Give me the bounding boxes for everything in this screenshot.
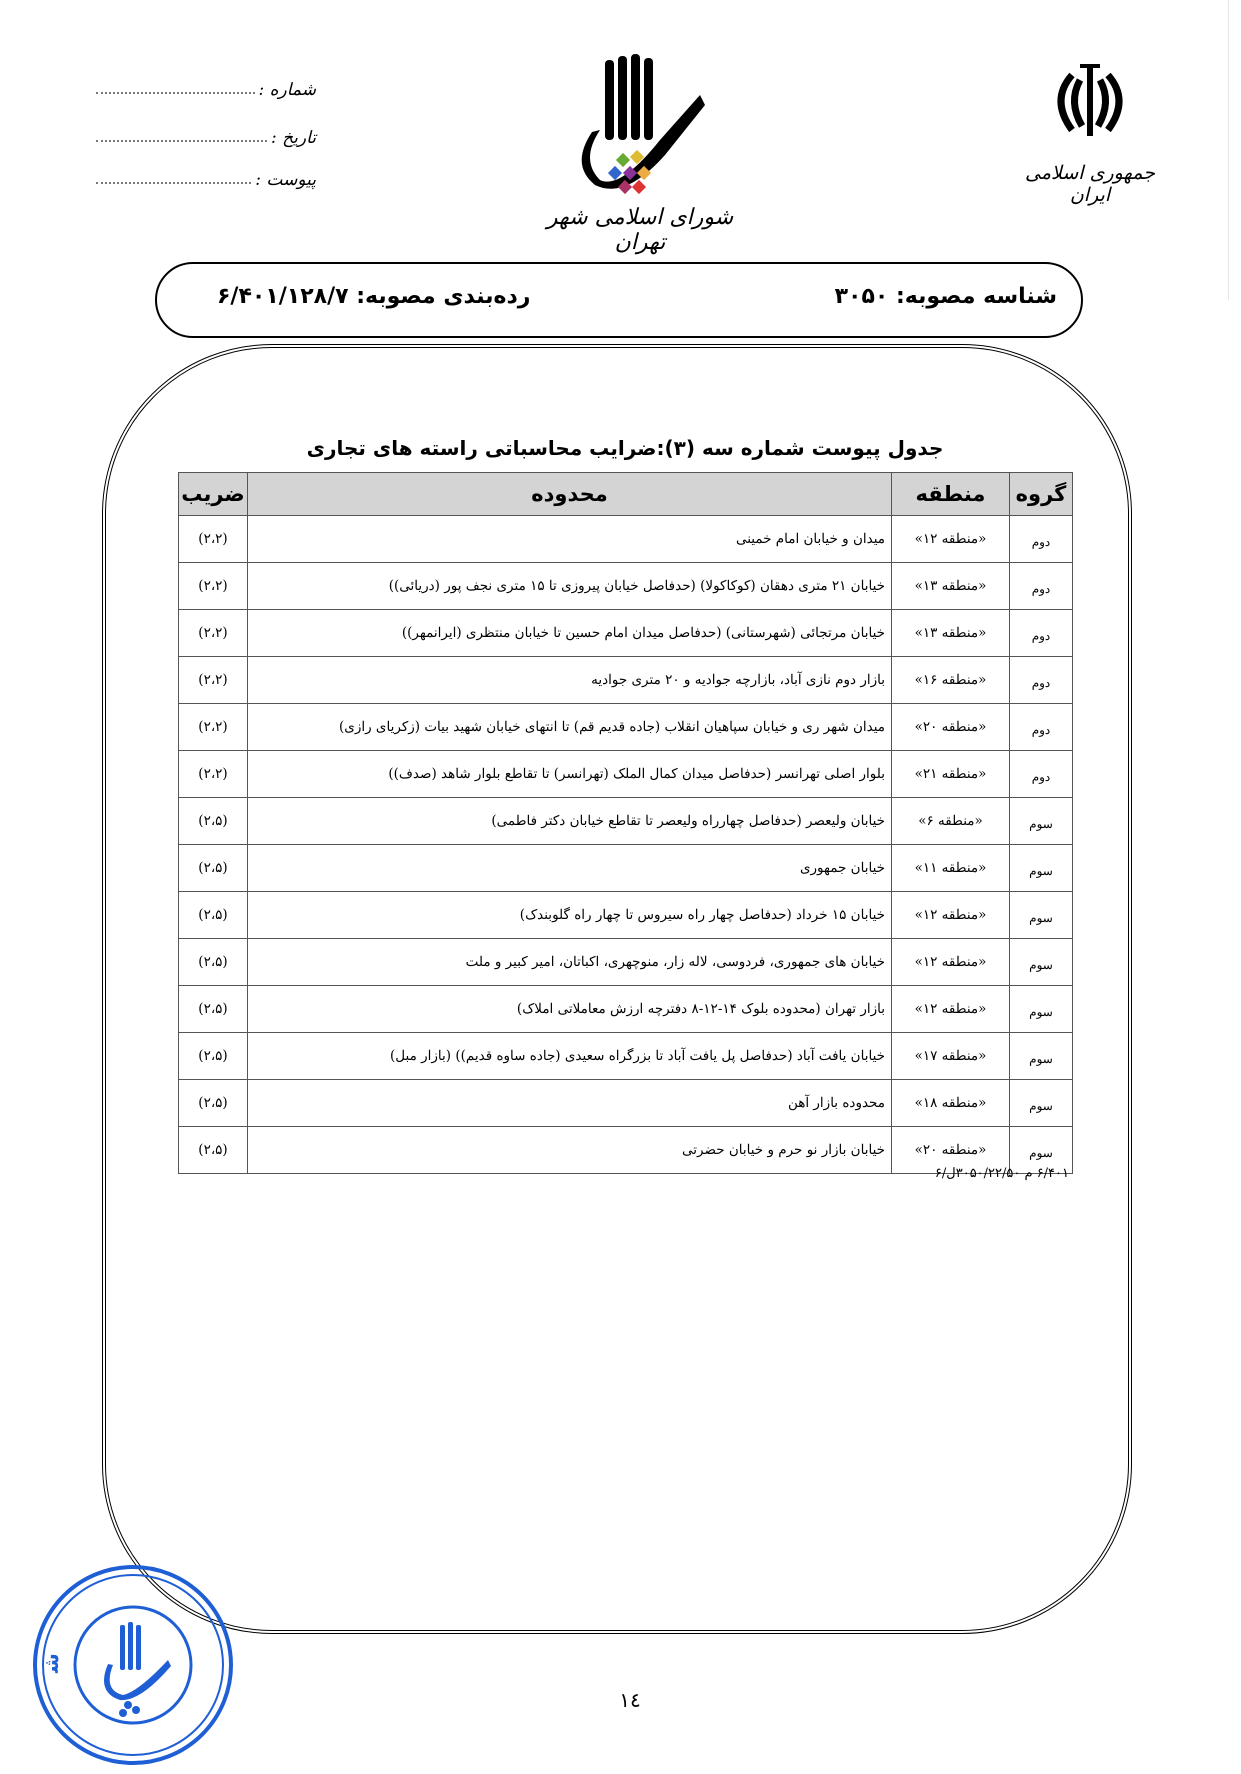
- table-row: [179, 939, 1073, 986]
- cell-group: سوم: [1010, 1127, 1073, 1174]
- cell-area: بلوار اصلی تهرانسر (حدفاصل میدان کمال الملک (تهرانسر) تا تقاطع بلوار شاهد (صدف)): [248, 751, 892, 798]
- cell-group: دوم: [1010, 704, 1073, 751]
- cell-area: محدوده بازار آهن: [248, 1080, 892, 1127]
- cell-region: «منطقه ۱۱»: [892, 845, 1010, 892]
- cell-area: خیابان ولیعصر (حدفاصل چهارراه ولیعصر تا تقاطع خیابان دکتر فاطمی): [248, 798, 892, 845]
- emblem-text: جمهوری اسلامی ایران: [1025, 162, 1155, 206]
- cell-region: «منطقه ۱۲»: [892, 516, 1010, 563]
- cell-coefficient: (۲،۵): [179, 845, 248, 892]
- cell-coefficient: (۲،۲): [179, 751, 248, 798]
- table-row: [179, 751, 1073, 798]
- cell-region: «منطقه ۲۰»: [892, 704, 1010, 751]
- cell-coefficient: (۲،۵): [179, 798, 248, 845]
- cell-region: «منطقه ۲۰»: [892, 1127, 1010, 1174]
- attachment-label: پیوست :: [255, 170, 316, 190]
- cell-region: «منطقه ۲۱»: [892, 751, 1010, 798]
- cell-group: دوم: [1010, 610, 1073, 657]
- dotted-line: [96, 92, 255, 94]
- date-field: [96, 118, 316, 148]
- table-row: [179, 1080, 1073, 1127]
- cell-area: بازار دوم نازی آباد، بازارچه جوادیه و ۲۰ متری جوادیه: [248, 657, 892, 704]
- date-label: تاریخ :: [271, 128, 316, 148]
- cell-region: «منطقه ۱۲»: [892, 892, 1010, 939]
- commercial-coefficients-table: [178, 472, 1073, 1174]
- cell-area: بازار تهران (محدوده بلوک ۱۴-۱۲-۸ دفترچه ارزش معاملاتی املاک): [248, 986, 892, 1033]
- dotted-line: [96, 182, 251, 184]
- cell-group: سوم: [1010, 892, 1073, 939]
- cell-group: دوم: [1010, 751, 1073, 798]
- cell-group: سوم: [1010, 986, 1073, 1033]
- reference-code: ۶/۴۰۱ م ۳۰۵۰/۲۲/۵۰ل/۶: [934, 1166, 1069, 1181]
- cell-group: سوم: [1010, 845, 1073, 892]
- cell-region: «منطقه ۱۷»: [892, 1033, 1010, 1080]
- cell-group: دوم: [1010, 657, 1073, 704]
- cell-area: خیابان یافت آباد (حدفاصل پل یافت آباد تا بزرگراه سعیدی (جاده ساوه قدیم)) (بازار مبل): [248, 1033, 892, 1080]
- header-group: گروه: [1010, 473, 1073, 516]
- cell-coefficient: (۲،۲): [179, 610, 248, 657]
- table-title: جدول پیوست شماره سه (۳):ضرایب محاسباتی راسته های تجاری: [306, 436, 944, 460]
- cell-area: خیابان ۱۵ خرداد (حدفاصل چهار راه سیروس تا چهار راه گلوبندک): [248, 892, 892, 939]
- cell-group: سوم: [1010, 939, 1073, 986]
- table-row: [179, 610, 1073, 657]
- table-header-row: [179, 473, 1073, 516]
- tehran-council-logo: [540, 50, 740, 255]
- scan-edge-line: [1228, 0, 1229, 300]
- table-row: [179, 563, 1073, 610]
- cell-coefficient: (۲،۵): [179, 1127, 248, 1174]
- cell-area: خیابان های جمهوری، فردوسی، لاله زار، منوچهری، اکباتان، امیر کبیر و ملت: [248, 939, 892, 986]
- cell-region: «منطقه ۶»: [892, 798, 1010, 845]
- cell-group: سوم: [1010, 1033, 1073, 1080]
- cell-region: «منطقه ۱۲»: [892, 986, 1010, 1033]
- council-logo-text: شورای اسلامی شهر تهران: [546, 205, 734, 255]
- cell-coefficient: (۲،۲): [179, 563, 248, 610]
- table-row: [179, 892, 1073, 939]
- page-number: ١٤: [619, 1688, 641, 1712]
- cell-coefficient: (۲،۲): [179, 657, 248, 704]
- council-stamp: [28, 1560, 238, 1770]
- cell-coefficient: (۲،۵): [179, 939, 248, 986]
- table-row: [179, 657, 1073, 704]
- header-region: منطقه: [892, 473, 1010, 516]
- cell-group: سوم: [1010, 1080, 1073, 1127]
- cell-coefficient: (۲،۵): [179, 1033, 248, 1080]
- table-row: [179, 1033, 1073, 1080]
- cell-area: میدان شهر ری و خیابان سپاهیان انقلاب (جاده قدیم قم) تا انتهای خیابان شهید بیات (زکریای رازی): [248, 704, 892, 751]
- cell-region: «منطقه ۱۸»: [892, 1080, 1010, 1127]
- cell-group: دوم: [1010, 563, 1073, 610]
- cell-area: خیابان مرتجائی (شهرستانی) (حدفاصل میدان امام حسین تا خیابان منتظری (ایرانمهر)): [248, 610, 892, 657]
- cell-area: میدان و خیابان امام خمینی: [248, 516, 892, 563]
- resolution-classification: رده‌بندی مصوبه: ۶/۴۰۱/۱۲۸/۷: [217, 284, 531, 309]
- table-row: [179, 986, 1073, 1033]
- table-row: [179, 516, 1073, 563]
- cell-coefficient: (۲،۲): [179, 516, 248, 563]
- cell-region: «منطقه ۱۳»: [892, 610, 1010, 657]
- cell-group: دوم: [1010, 516, 1073, 563]
- cell-area: خیابان بازار نو حرم و خیابان حضرتی: [248, 1127, 892, 1174]
- cell-region: «منطقه ۱۲»: [892, 939, 1010, 986]
- header-area: محدوده: [248, 473, 892, 516]
- cell-area: خیابان جمهوری: [248, 845, 892, 892]
- dotted-line: [96, 140, 267, 142]
- attachment-field: [96, 160, 316, 190]
- header-coefficient: ضریب: [179, 473, 248, 516]
- iran-emblem: [1010, 60, 1170, 206]
- cell-coefficient: (۲،۵): [179, 986, 248, 1033]
- cell-coefficient: (۲،۵): [179, 892, 248, 939]
- number-label: شماره :: [258, 80, 316, 100]
- cell-coefficient: (۲،۲): [179, 704, 248, 751]
- table-row: [179, 798, 1073, 845]
- cell-region: «منطقه ۱۳»: [892, 563, 1010, 610]
- cell-coefficient: (۲،۵): [179, 1080, 248, 1127]
- table-row: [179, 704, 1073, 751]
- cell-group: سوم: [1010, 798, 1073, 845]
- resolution-id: شناسه مصوبه: ۳۰۵۰: [834, 284, 1057, 309]
- table-row: [179, 845, 1073, 892]
- resolution-info-box: [155, 262, 1083, 338]
- number-field: [96, 70, 316, 100]
- cell-region: «منطقه ۱۶»: [892, 657, 1010, 704]
- svg-text:شورای اسلامی شهر تهران: ش: [38, 1652, 64, 1674]
- cell-area: خیابان ۲۱ متری دهقان (کوکاکولا) (حدفاصل خیابان پیروزی تا ۱۵ متری نجف پور (دریائی)): [248, 563, 892, 610]
